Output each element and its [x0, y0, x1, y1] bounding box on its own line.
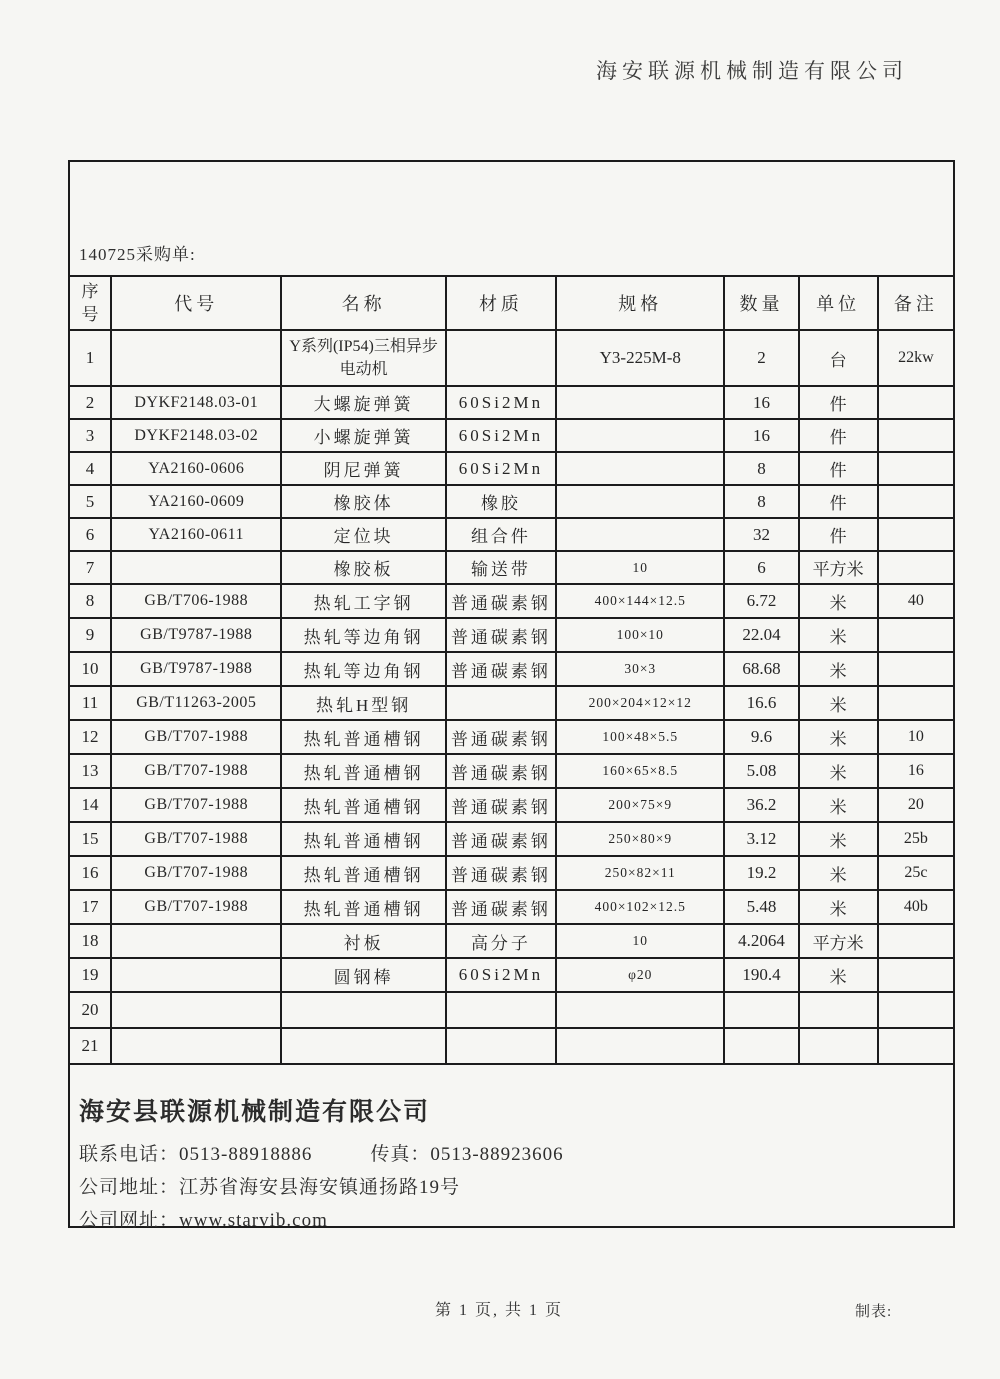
- cell-code: GB/T11263-2005: [111, 686, 281, 720]
- cell-unit: 米: [799, 754, 878, 788]
- cell-qty: 8: [724, 485, 798, 518]
- table-row: [69, 686, 954, 720]
- cell-no: 20: [69, 992, 111, 1028]
- cell-code: [111, 1028, 281, 1064]
- cell-material: 输送带: [446, 551, 556, 584]
- table-row: [69, 452, 954, 485]
- cell-name: 定位块: [281, 518, 445, 551]
- table-row: [69, 618, 954, 652]
- cell-unit: 米: [799, 788, 878, 822]
- cell-spec: [556, 485, 724, 518]
- cell-name: 热轧普通槽钢: [281, 822, 445, 856]
- cell-material: 60Si2Mn: [446, 452, 556, 485]
- cell-no: 1: [69, 330, 111, 386]
- cell-spec: 200×204×12×12: [556, 686, 724, 720]
- cell-qty: 9.6: [724, 720, 798, 754]
- cell-qty: 22.04: [724, 618, 798, 652]
- cell-note: 10: [878, 720, 954, 754]
- cell-spec: 10: [556, 551, 724, 584]
- cell-name: [281, 1028, 445, 1064]
- cell-unit: 米: [799, 652, 878, 686]
- cell-material: 普通碳素钢: [446, 584, 556, 618]
- cell-material: 普通碳素钢: [446, 822, 556, 856]
- website-value: www.starvib.com: [179, 1210, 328, 1231]
- cell-note: [878, 1028, 954, 1064]
- website-line: [79, 1204, 939, 1237]
- table-header-row: [69, 276, 954, 330]
- cell-name: 大螺旋弹簧: [281, 386, 445, 419]
- cell-spec: 400×102×12.5: [556, 890, 724, 924]
- table-row: [69, 924, 954, 958]
- cell-note: [878, 551, 954, 584]
- table-row: [69, 386, 954, 419]
- cell-spec: 30×3: [556, 652, 724, 686]
- cell-unit: 台: [799, 330, 878, 386]
- table-row: [69, 419, 954, 452]
- cell-spec: [556, 386, 724, 419]
- cell-material: 普通碳素钢: [446, 890, 556, 924]
- table-row: [69, 754, 954, 788]
- column-header-material: 材质: [446, 276, 556, 330]
- table-row: [69, 652, 954, 686]
- cell-material: [446, 1028, 556, 1064]
- website-label: 公司网址：: [79, 1210, 180, 1231]
- cell-material: 橡胶: [446, 485, 556, 518]
- cell-unit: 件: [799, 518, 878, 551]
- cell-note: [878, 419, 954, 452]
- cell-name: 热轧普通槽钢: [281, 754, 445, 788]
- fax-value: 0513-88923606: [430, 1144, 564, 1165]
- cell-qty: 36.2: [724, 788, 798, 822]
- cell-qty: 6.72: [724, 584, 798, 618]
- cell-unit: 米: [799, 890, 878, 924]
- cell-code: GB/T707-1988: [111, 754, 281, 788]
- page-indicator: 第 1 页, 共 1 页: [435, 1302, 564, 1319]
- cell-note: 20: [878, 788, 954, 822]
- cell-material: 组合件: [446, 518, 556, 551]
- cell-name: 橡胶板: [281, 551, 445, 584]
- cell-no: 16: [69, 856, 111, 890]
- cell-spec: φ20: [556, 958, 724, 992]
- cell-name: 热轧等边角钢: [281, 618, 445, 652]
- cell-qty: 8: [724, 452, 798, 485]
- cell-code: GB/T707-1988: [111, 788, 281, 822]
- cell-no: 3: [69, 419, 111, 452]
- column-header-spec: 规格: [556, 276, 724, 330]
- cell-unit: 件: [799, 419, 878, 452]
- table-row: [69, 485, 954, 518]
- purchase-order-title: 140725采购单:: [79, 245, 196, 264]
- cell-qty: 190.4: [724, 958, 798, 992]
- purchase-order-table: [68, 275, 955, 1065]
- cell-name: Y系列(IP54)三相异步电动机: [281, 330, 445, 386]
- cell-note: [878, 386, 954, 419]
- cell-code: GB/T707-1988: [111, 822, 281, 856]
- cell-no: 18: [69, 924, 111, 958]
- cell-name: 热轧H型钢: [281, 686, 445, 720]
- cell-unit: 件: [799, 452, 878, 485]
- cell-note: 40b: [878, 890, 954, 924]
- cell-spec: [556, 419, 724, 452]
- column-header-note: 备注: [878, 276, 954, 330]
- cell-material: 60Si2Mn: [446, 958, 556, 992]
- table-row: [69, 958, 954, 992]
- column-header-unit: 单位: [799, 276, 878, 330]
- cell-material: 普通碳素钢: [446, 618, 556, 652]
- cell-note: 16: [878, 754, 954, 788]
- footer-company-name: 海安县联源机械制造有限公司: [79, 1099, 431, 1126]
- cell-note: [878, 924, 954, 958]
- cell-code: DYKF2148.03-01: [111, 386, 281, 419]
- cell-note: [878, 686, 954, 720]
- cell-unit: 米: [799, 584, 878, 618]
- table-row: [69, 890, 954, 924]
- cell-qty: 5.48: [724, 890, 798, 924]
- cell-qty: 32: [724, 518, 798, 551]
- cell-code: DYKF2148.03-02: [111, 419, 281, 452]
- contact-line: [79, 1138, 939, 1171]
- cell-no: 15: [69, 822, 111, 856]
- cell-spec: 10: [556, 924, 724, 958]
- cell-unit: 平方米: [799, 924, 878, 958]
- cell-code: GB/T9787-1988: [111, 652, 281, 686]
- letterhead-company-name: 海安联源机械制造有限公司: [596, 59, 908, 83]
- cell-spec: [556, 518, 724, 551]
- tabulator-label: 制表:: [855, 1304, 893, 1320]
- cell-code: [111, 958, 281, 992]
- cell-code: [111, 924, 281, 958]
- cell-name: 热轧普通槽钢: [281, 788, 445, 822]
- table-row: [69, 518, 954, 551]
- column-header-qty: 数量: [724, 276, 798, 330]
- cell-unit: 米: [799, 958, 878, 992]
- cell-name: 热轧工字钢: [281, 584, 445, 618]
- cell-code: YA2160-0606: [111, 452, 281, 485]
- cell-material: 普通碳素钢: [446, 788, 556, 822]
- cell-spec: [556, 1028, 724, 1064]
- cell-no: 13: [69, 754, 111, 788]
- cell-no: 7: [69, 551, 111, 584]
- cell-note: [878, 485, 954, 518]
- cell-code: [111, 551, 281, 584]
- cell-no: 11: [69, 686, 111, 720]
- cell-no: 8: [69, 584, 111, 618]
- cell-spec: 100×10: [556, 618, 724, 652]
- company-info-block: [79, 1092, 939, 1237]
- cell-qty: 16: [724, 419, 798, 452]
- cell-note: [878, 992, 954, 1028]
- cell-qty: 4.2064: [724, 924, 798, 958]
- cell-material: 普通碳素钢: [446, 754, 556, 788]
- cell-note: [878, 958, 954, 992]
- cell-code: GB/T707-1988: [111, 720, 281, 754]
- cell-material: 普通碳素钢: [446, 720, 556, 754]
- cell-material: 普通碳素钢: [446, 856, 556, 890]
- phone-label: 联系电话：: [79, 1144, 180, 1165]
- cell-unit: [799, 1028, 878, 1064]
- cell-name: [281, 992, 445, 1028]
- cell-note: [878, 452, 954, 485]
- cell-material: [446, 330, 556, 386]
- column-header-no: 序号: [69, 276, 111, 330]
- cell-no: 2: [69, 386, 111, 419]
- table-row: [69, 551, 954, 584]
- cell-qty: 68.68: [724, 652, 798, 686]
- cell-no: 10: [69, 652, 111, 686]
- cell-note: 25b: [878, 822, 954, 856]
- cell-note: 40: [878, 584, 954, 618]
- cell-spec: 100×48×5.5: [556, 720, 724, 754]
- cell-no: 5: [69, 485, 111, 518]
- cell-spec: 250×82×11: [556, 856, 724, 890]
- cell-name: 圆钢棒: [281, 958, 445, 992]
- cell-spec: 200×75×9: [556, 788, 724, 822]
- cell-qty: 5.08: [724, 754, 798, 788]
- table-row: [69, 330, 954, 386]
- cell-name: 衬板: [281, 924, 445, 958]
- cell-name: 热轧等边角钢: [281, 652, 445, 686]
- cell-name: 橡胶体: [281, 485, 445, 518]
- cell-unit: 米: [799, 720, 878, 754]
- cell-spec: 250×80×9: [556, 822, 724, 856]
- cell-spec: [556, 992, 724, 1028]
- cell-spec: 400×144×12.5: [556, 584, 724, 618]
- table-row: [69, 992, 954, 1028]
- cell-name: 热轧普通槽钢: [281, 720, 445, 754]
- address-label: 公司地址：: [79, 1177, 180, 1198]
- cell-material: 60Si2Mn: [446, 386, 556, 419]
- cell-code: YA2160-0611: [111, 518, 281, 551]
- cell-qty: [724, 992, 798, 1028]
- cell-note: [878, 652, 954, 686]
- cell-qty: 16.6: [724, 686, 798, 720]
- cell-no: 21: [69, 1028, 111, 1064]
- column-header-name: 名称: [281, 276, 445, 330]
- cell-code: GB/T9787-1988: [111, 618, 281, 652]
- cell-no: 14: [69, 788, 111, 822]
- cell-material: [446, 686, 556, 720]
- cell-no: 6: [69, 518, 111, 551]
- cell-name: 热轧普通槽钢: [281, 890, 445, 924]
- cell-spec: [556, 452, 724, 485]
- cell-unit: 米: [799, 822, 878, 856]
- cell-unit: 件: [799, 485, 878, 518]
- cell-unit: [799, 992, 878, 1028]
- cell-note: 25c: [878, 856, 954, 890]
- cell-no: 19: [69, 958, 111, 992]
- cell-name: 阴尼弹簧: [281, 452, 445, 485]
- cell-material: [446, 992, 556, 1028]
- cell-qty: 3.12: [724, 822, 798, 856]
- cell-code: [111, 992, 281, 1028]
- cell-spec: 160×65×8.5: [556, 754, 724, 788]
- cell-unit: 平方米: [799, 551, 878, 584]
- cell-note: [878, 618, 954, 652]
- cell-unit: 件: [799, 386, 878, 419]
- cell-code: [111, 330, 281, 386]
- cell-no: 9: [69, 618, 111, 652]
- fax-label: 传真：: [370, 1144, 431, 1165]
- cell-material: 普通碳素钢: [446, 652, 556, 686]
- cell-no: 4: [69, 452, 111, 485]
- table-row: [69, 720, 954, 754]
- cell-note: 22kw: [878, 330, 954, 386]
- cell-qty: 6: [724, 551, 798, 584]
- cell-qty: 19.2: [724, 856, 798, 890]
- address-value: 江苏省海安县海安镇通扬路19号: [179, 1177, 461, 1198]
- cell-unit: 米: [799, 856, 878, 890]
- cell-qty: [724, 1028, 798, 1064]
- table-row: [69, 788, 954, 822]
- cell-qty: 2: [724, 330, 798, 386]
- cell-code: YA2160-0609: [111, 485, 281, 518]
- cell-note: [878, 518, 954, 551]
- table-row: [69, 584, 954, 618]
- cell-code: GB/T707-1988: [111, 856, 281, 890]
- document-frame: [68, 160, 955, 1231]
- cell-no: 12: [69, 720, 111, 754]
- cell-material: 高分子: [446, 924, 556, 958]
- cell-no: 17: [69, 890, 111, 924]
- table-row: [69, 856, 954, 890]
- cell-unit: 米: [799, 686, 878, 720]
- cell-name: 热轧普通槽钢: [281, 856, 445, 890]
- cell-spec: Y3-225M-8: [556, 330, 724, 386]
- address-line: [79, 1171, 939, 1204]
- cell-name: 小螺旋弹簧: [281, 419, 445, 452]
- table-row: [69, 822, 954, 856]
- phone-value: 0513-88918886: [179, 1144, 313, 1165]
- cell-code: GB/T706-1988: [111, 584, 281, 618]
- cell-material: 60Si2Mn: [446, 419, 556, 452]
- cell-qty: 16: [724, 386, 798, 419]
- cell-code: GB/T707-1988: [111, 890, 281, 924]
- table-row: [69, 1028, 954, 1064]
- cell-unit: 米: [799, 618, 878, 652]
- column-header-code: 代号: [111, 276, 281, 330]
